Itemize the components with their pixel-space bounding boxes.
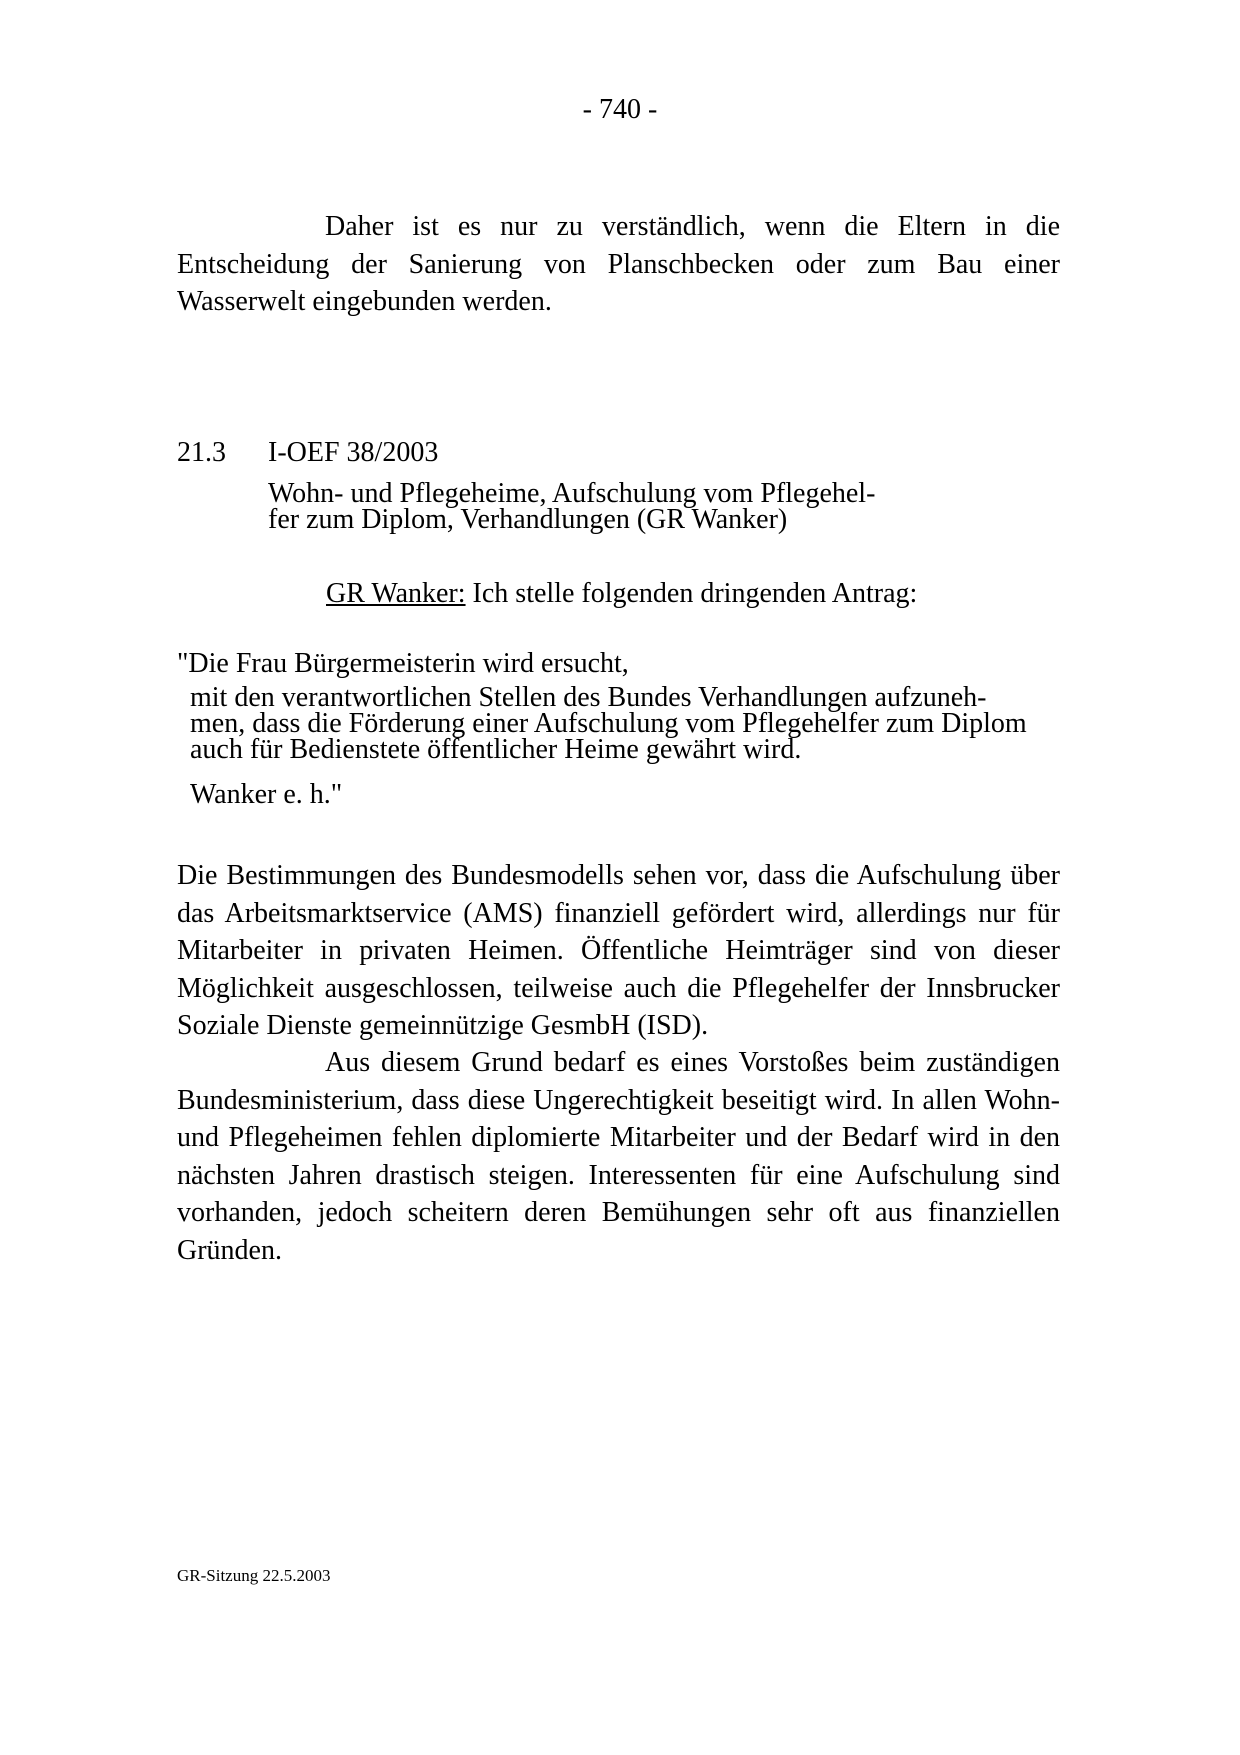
motion-line-1: mit den verantwortlichen Stellen des Bundes Verhandlungen aufzuneh- — [190, 682, 987, 713]
item-number: 21.3 — [177, 437, 226, 468]
speaker-name: GR Wanker: — [326, 578, 466, 609]
speech-line — [326, 576, 917, 612]
body-paragraph-2: Aus diesem Grund bedarf es eines Vorstoßes beim zuständigen Bundesministerium, dass diese Ungerechtigkeit beseitigt wird. In allen Wohn- und Pflegeheimen fehlen diplomierte Mitarbeiter und der Bedarf wird in den nächsten Jahren drastisch steigen. Interessenten für eine Aufschulung sind vorhanden, jedoch scheitern deren Bemühungen sehr oft aus finanziellen Gründen. — [177, 1047, 1060, 1266]
motion-opening: "Die Frau Bürgermeisterin wird ersucht, — [177, 648, 629, 679]
motion-line-2: men, dass die Förderung einer Aufschulung vom Pflegehelfer zum Diplom — [190, 708, 1027, 739]
motion-signature: Wanker e. h." — [190, 779, 343, 810]
item-subject-line-1: Wohn- und Pflegeheime, Aufschulung vom Pflegehel- — [268, 478, 876, 509]
page-number: - 740 - — [582, 94, 658, 125]
body-paragraph-1: Die Bestimmungen des Bundesmodells sehen vor, dass die Aufschulung über das Arbeitsmarktservice (AMS) finanziell gefördert wird, allerdings nur für Mitarbeiter in privaten Heimen. Öffentliche Heimträger sind von dieser Möglichkeit ausgeschlossen, teilweise auch die Pflegehelfer der Innsbrucker Soziale Dienste gemeinnützige GesmbH (ISD). — [177, 860, 1060, 1041]
intro-paragraph: Daher ist es nur zu verständlich, wenn die Eltern in die Entscheidung der Sanierung von Planschbecken oder zum Bau einer Wasserwelt eingebunden werden. — [177, 211, 1060, 317]
item-subject-line-2: fer zum Diplom, Verhandlungen (GR Wanker) — [268, 504, 788, 535]
footer: GR-Sitzung 22.5.2003 — [177, 1566, 331, 1585]
speech-text: Ich stelle folgenden dringenden Antrag: — [465, 578, 918, 609]
item-reference: I-OEF 38/2003 — [268, 437, 439, 468]
motion-line-3: auch für Bedienstete öffentlicher Heime gewährt wird. — [190, 734, 802, 765]
